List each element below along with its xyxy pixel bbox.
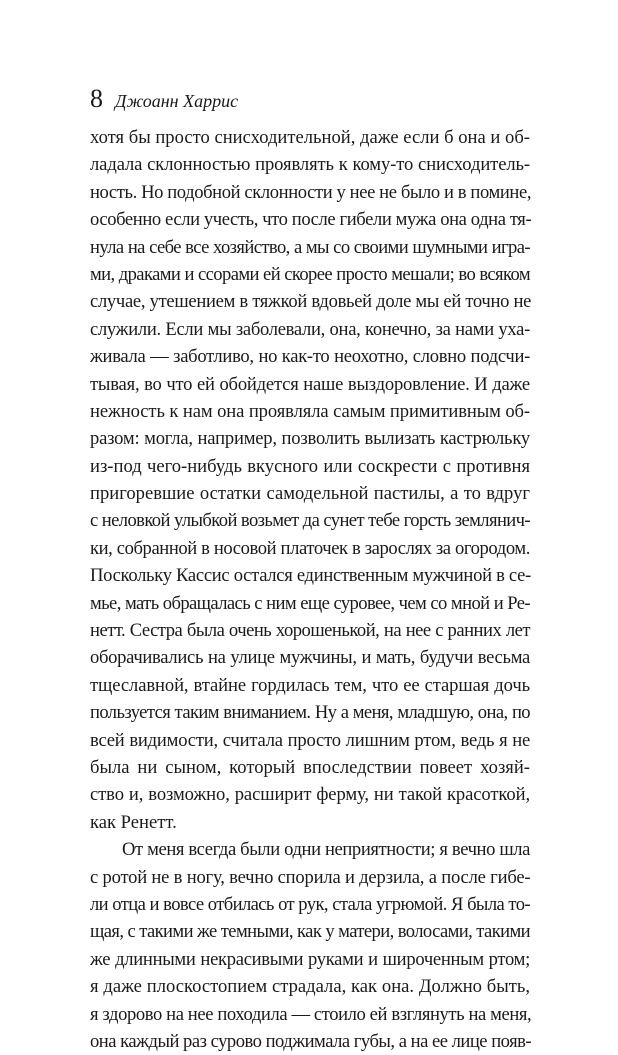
text-line: с неловкой улыбкой возьмет да сунет тебе горсть землянич- [90,510,530,532]
text-line: щая, с такими же темными, как у матери, волосами, такими [90,921,530,943]
text-line: мье, мать обращалась с ним еще суровее, чем со мной и Ре- [90,592,530,614]
text-line: разом: могла, например, позволить вылизать кастрюльку [90,428,530,450]
text-line: из-под чего-нибудь вкусного или соскрести с противня [90,455,530,477]
text-line: пользуется таким вниманием. Ну а меня, младшую, она, по [90,702,530,724]
text-line: хотя бы просто снисходительной, даже если б она и об- [90,127,530,148]
text-line: нула на себе все хозяйство, а мы со своими шумными игра- [90,236,530,258]
text-line: ство и, возможно, расширит ферму, ни такой красоткой, [90,784,530,806]
text-line: особенно если учесть, что после гибели мужа она одна тя- [90,209,532,231]
text-line: ми, драками и ссорами ей скорее просто мешали; во всяком [90,263,530,285]
text-line: служили. Если мы заболевали, она, конечно, за нами уха- [90,318,530,340]
text-line: ки, собранной в носовой платочек в зарослях за огородом. [90,537,530,559]
text-line: была ни сыном, который впоследствии повеет хозяй- [90,756,530,778]
text-line: я здорово на нее походила — стоило ей взглянуть на меня, [90,1003,532,1025]
text-line: она каждый раз сурово поджимала губы, а на ее лице появ- [90,1030,532,1052]
running-head-author: Джоанн Харрис [115,91,239,111]
text-line: Поскольку Кассис остался единственным мужчиной в се- [90,565,531,587]
text-line: же длинными некрасивыми руками и широченным ртом; [90,948,530,970]
text-line: я даже плоскостопием страдала, как она. Должно быть, [90,976,530,998]
text-line: пригоревшие остатки самодельной пастилы, а то вдруг [90,483,530,505]
page-number: 8 [90,84,103,113]
text-line: всей видимости, считала просто лишним ртом, ведь я не [90,729,530,751]
text-line: живала — заботливо, но как-то неохотно, словно подсчи- [90,346,530,368]
body-text [90,124,530,1055]
text-line: От меня всегда были одни неприятности; я вечно шла [122,839,530,861]
page-header [90,82,238,116]
text-line: ность. Но подобной склонности у нее не было и в помине, [90,181,532,203]
text-line: с ротой не в ногу, вечно спорила и дерзила, а после гибе- [90,866,531,888]
text-line: случае, утешением в тяжкой вдовьей доле мы ей точно не [90,291,532,313]
text-line: как Ренетт. [90,811,177,833]
text-line: тывая, во что ей обойдется наше выздоровление. И даже [90,373,530,395]
text-line: нежность к нам она проявляла самым примитивным об- [90,400,530,422]
text-line: ладала склонностью проявлять к кому-то снисходитель- [90,154,530,176]
text-line: нетт. Сестра была очень хорошенькой, на нее с ранних лет [90,620,530,642]
text-line: ли отца и вовсе отбилась от рук, стала угрюмой. Я была то- [90,893,530,915]
text-line: оборачивались на улице мужчины, и мать, будучи весьма [90,647,530,669]
text-line: тщеславной, втайне гордилась тем, что ее старшая дочь [90,674,530,696]
